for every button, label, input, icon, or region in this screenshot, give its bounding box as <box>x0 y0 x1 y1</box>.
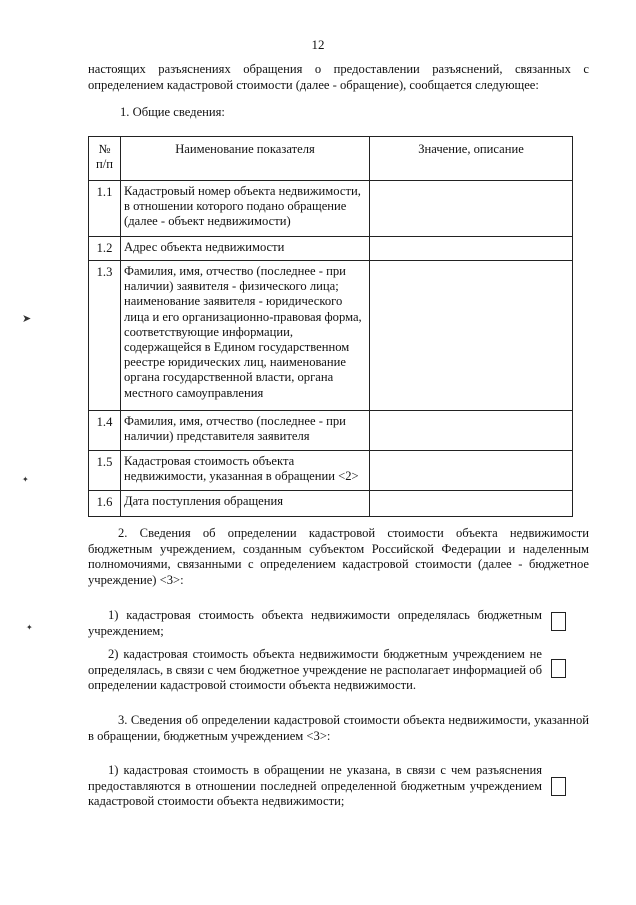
table-header-value: Значение, описание <box>370 137 573 181</box>
intro-paragraph: настоящих разъяснениях обращения о предоставлении разъяснений, связанных с определением кадастровой стоимости (далее - обращение), сообщается следующее: <box>88 62 589 92</box>
row-num: 1.6 <box>89 491 121 517</box>
row-name: Кадастровый номер объекта недвижимости, в отношении которого подано обращение (далее - объект недвижимости) <box>121 181 370 237</box>
row-value[interactable] <box>370 261 573 411</box>
section3-heading: 3. Сведения об определении кадастровой стоимости объекта недвижимости, указанной в обращении, бюджетным учреждением <3>: <box>88 713 589 743</box>
row-num: 1.4 <box>89 411 121 451</box>
row-name: Кадастровая стоимость объекта недвижимости, указанная в обращении <2> <box>121 451 370 491</box>
row-name: Адрес объекта недвижимости <box>121 237 370 261</box>
row-num: 1.5 <box>89 451 121 491</box>
section1-heading: 1. Общие сведения: <box>120 105 225 119</box>
scan-mark-icon: ✦ <box>22 475 29 484</box>
general-info-table <box>88 136 573 517</box>
scan-mark-icon: ✦ <box>26 623 33 632</box>
row-value[interactable] <box>370 451 573 491</box>
row-name: Дата поступления обращения <box>121 491 370 517</box>
row-value[interactable] <box>370 491 573 517</box>
table-header-name: Наименование показателя <box>121 137 370 181</box>
table-header-row <box>89 137 573 181</box>
section2-heading: 2. Сведения об определении кадастровой стоимости объекта недвижимости бюджетным учреждением, созданным субъектом Российской Федерации и наделенным полномочиями, связанными с определением кадастровой стоимости (далее - бюджетное учреждение) <3>: <box>88 526 589 587</box>
row-name: Фамилия, имя, отчество (последнее - при наличии) заявителя - физического лица; наименование заявителя - юридического лица и его организационно-правовая форма, соответствующие информации, содержащейся в Едином государственном реестре юридических лиц, наименование органа государственной власти, органа местного самоуправления <box>121 261 370 411</box>
table-row <box>89 451 573 491</box>
table-row <box>89 237 573 261</box>
section3-checkbox-1[interactable] <box>551 777 566 796</box>
section2-checkbox-2[interactable] <box>551 659 566 678</box>
row-value[interactable] <box>370 411 573 451</box>
row-value[interactable] <box>370 181 573 237</box>
scan-mark-icon: ➤ <box>22 313 32 325</box>
table-row <box>89 261 573 411</box>
table-row <box>89 181 573 237</box>
section2-option-1: 1) кадастровая стоимость объекта недвижимости определялась бюджетным учреждением; <box>88 608 542 638</box>
table-row <box>89 411 573 451</box>
row-num: 1.3 <box>89 261 121 411</box>
section3-option-1: 1) кадастровая стоимость в обращении не указана, в связи с чем разъяснения предоставляются в отношении последней определенной бюджетным учреждением кадастровой стоимости объекта недвижимости; <box>88 763 542 808</box>
row-num: 1.1 <box>89 181 121 237</box>
table-row <box>89 491 573 517</box>
page-number: 12 <box>311 37 325 52</box>
section2-checkbox-1[interactable] <box>551 612 566 631</box>
row-num: 1.2 <box>89 237 121 261</box>
row-name: Фамилия, имя, отчество (последнее - при наличии) представителя заявителя <box>121 411 370 451</box>
row-value[interactable] <box>370 237 573 261</box>
table-header-num: № п/п <box>89 137 121 181</box>
section2-option-2: 2) кадастровая стоимость объекта недвижимости бюджетным учреждением не определялась, в связи с чем бюджетное учреждение не располагает информацией об определении кадастровой стоимости объекта недвижимости. <box>88 647 542 692</box>
